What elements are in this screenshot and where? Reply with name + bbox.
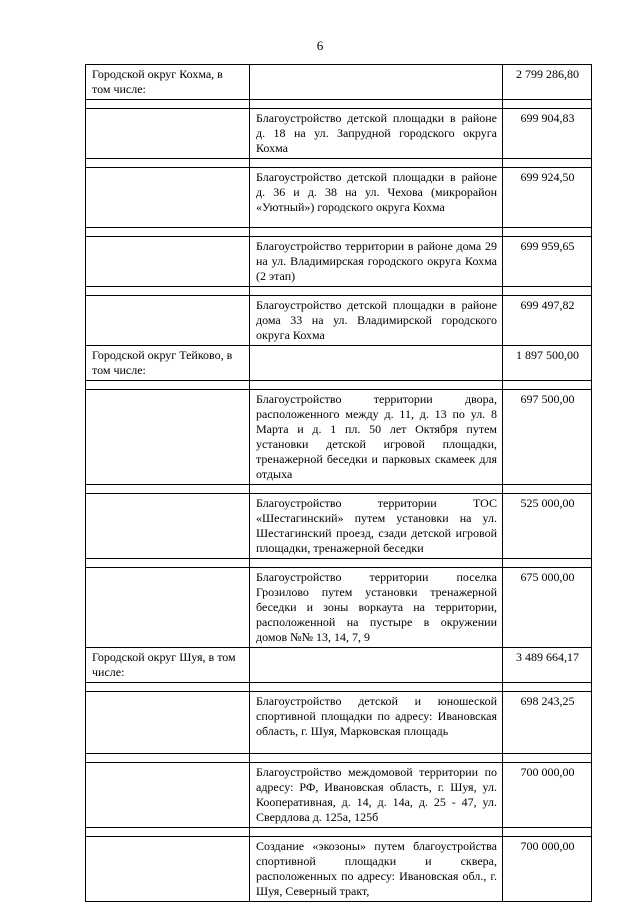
- municipality-cell: [86, 837, 250, 902]
- row-gap: [86, 754, 592, 763]
- municipality-cell: [86, 109, 250, 159]
- project-description-cell: [250, 346, 503, 381]
- funding-table-body: [86, 65, 592, 902]
- amount-cell: 1 897 500,00: [503, 346, 592, 381]
- gap-cell: [86, 559, 250, 568]
- gap-cell: [250, 485, 503, 494]
- gap-cell: [86, 485, 250, 494]
- municipality-row: [86, 65, 592, 100]
- municipality-cell: [86, 763, 250, 828]
- project-description-cell: Благоустройство междомовой территории по адресу: РФ, Ивановская область, г. Шуя, ул. Кооперативная, д. 14, д. 14а, д. 25 - 47, ул. Свердлова д. 125а, 125б: [250, 763, 503, 828]
- gap-cell: [250, 559, 503, 568]
- gap-cell: [503, 381, 592, 390]
- municipality-cell: [86, 494, 250, 559]
- row-gap: [86, 287, 592, 296]
- project-row: [86, 296, 592, 346]
- gap-cell: [503, 485, 592, 494]
- amount-cell: 700 000,00: [503, 837, 592, 902]
- row-gap: [86, 683, 592, 692]
- page-number: 6: [316, 38, 324, 53]
- project-row: [86, 168, 592, 228]
- gap-cell: [86, 159, 250, 168]
- gap-cell: [86, 228, 250, 237]
- amount-cell: 699 497,82: [503, 296, 592, 346]
- gap-cell: [86, 683, 250, 692]
- project-description-cell: Благоустройство детской площадки в районе д. 18 на ул. Запрудной городского округа Кохма: [250, 109, 503, 159]
- gap-cell: [250, 754, 503, 763]
- project-description-cell: Благоустройство территории поселка Грозилово путем установки тренажерной беседки и зоны воркаута на территории, расположенной на пустыре в окружении домов №№ 13, 14, 7, 9: [250, 568, 503, 648]
- gap-cell: [86, 381, 250, 390]
- municipality-cell: [86, 237, 250, 287]
- project-description-cell: Благоустройство территории в районе дома 29 на ул. Владимирская городского округа Кохма (2 этап): [250, 237, 503, 287]
- project-row: [86, 390, 592, 485]
- gap-cell: [250, 381, 503, 390]
- gap-cell: [250, 683, 503, 692]
- gap-cell: [503, 287, 592, 296]
- gap-cell: [503, 159, 592, 168]
- amount-cell: 525 000,00: [503, 494, 592, 559]
- municipality-cell: [86, 692, 250, 754]
- municipality-cell: Городской округ Тейково, в том числе:: [86, 346, 250, 381]
- gap-cell: [86, 754, 250, 763]
- gap-cell: [250, 100, 503, 109]
- amount-cell: 697 500,00: [503, 390, 592, 485]
- project-description-cell: Благоустройство детской и юношеской спортивной площадки по адресу: Ивановская область, г. Шуя, Марковская площадь: [250, 692, 503, 754]
- gap-cell: [86, 828, 250, 837]
- row-gap: [86, 828, 592, 837]
- row-gap: [86, 559, 592, 568]
- amount-cell: 699 904,83: [503, 109, 592, 159]
- municipality-row: [86, 648, 592, 683]
- gap-cell: [86, 287, 250, 296]
- gap-cell: [250, 828, 503, 837]
- gap-cell: [503, 228, 592, 237]
- project-description-cell: Благоустройство детской площадки в районе д. 36 и д. 38 на ул. Чехова (микрорайон «Уютный») городского округа Кохма: [250, 168, 503, 228]
- project-row: [86, 237, 592, 287]
- amount-cell: 3 489 664,17: [503, 648, 592, 683]
- amount-cell: 700 000,00: [503, 763, 592, 828]
- gap-cell: [503, 100, 592, 109]
- gap-cell: [250, 228, 503, 237]
- project-description-cell: [250, 648, 503, 683]
- municipality-row: [86, 346, 592, 381]
- project-description-cell: Благоустройство территории двора, расположенного между д. 11, д. 13 по ул. 8 Марта и д. 1 пл. 50 лет Октября путем установки детской игровой площадки, тренажерной беседки и парковых скамеек для отдыха: [250, 390, 503, 485]
- row-gap: [86, 159, 592, 168]
- project-row: [86, 494, 592, 559]
- gap-cell: [250, 287, 503, 296]
- municipality-cell: [86, 168, 250, 228]
- gap-cell: [503, 828, 592, 837]
- project-description-cell: Создание «экозоны» путем благоустройства спортивной площадки и сквера, расположенных по адресу: Ивановская обл., г. Шуя, Северный тракт,: [250, 837, 503, 902]
- amount-cell: 675 000,00: [503, 568, 592, 648]
- row-gap: [86, 485, 592, 494]
- funding-table: [85, 64, 592, 902]
- gap-cell: [503, 559, 592, 568]
- row-gap: [86, 100, 592, 109]
- gap-cell: [86, 100, 250, 109]
- row-gap: [86, 381, 592, 390]
- amount-cell: 699 924,50: [503, 168, 592, 228]
- project-description-cell: Благоустройство территории ТОС «Шестагинский» путем установки на ул. Шестагинский проезд, сзади детской игровой площадки, тренажерной беседки: [250, 494, 503, 559]
- municipality-cell: Городской округ Кохма, в том числе:: [86, 65, 250, 100]
- project-row: [86, 837, 592, 902]
- project-description-cell: Благоустройство детской площадки в районе дома 33 на ул. Владимирской городского округа Кохма: [250, 296, 503, 346]
- project-row: [86, 568, 592, 648]
- gap-cell: [503, 754, 592, 763]
- municipality-cell: [86, 390, 250, 485]
- gap-cell: [250, 159, 503, 168]
- municipality-cell: [86, 568, 250, 648]
- amount-cell: 2 799 286,80: [503, 65, 592, 100]
- gap-cell: [503, 683, 592, 692]
- amount-cell: 698 243,25: [503, 692, 592, 754]
- project-row: [86, 109, 592, 159]
- row-gap: [86, 228, 592, 237]
- project-description-cell: [250, 65, 503, 100]
- municipality-cell: [86, 296, 250, 346]
- project-row: [86, 692, 592, 754]
- project-row: [86, 763, 592, 828]
- amount-cell: 699 959,65: [503, 237, 592, 287]
- municipality-cell: Городской округ Шуя, в том числе:: [86, 648, 250, 683]
